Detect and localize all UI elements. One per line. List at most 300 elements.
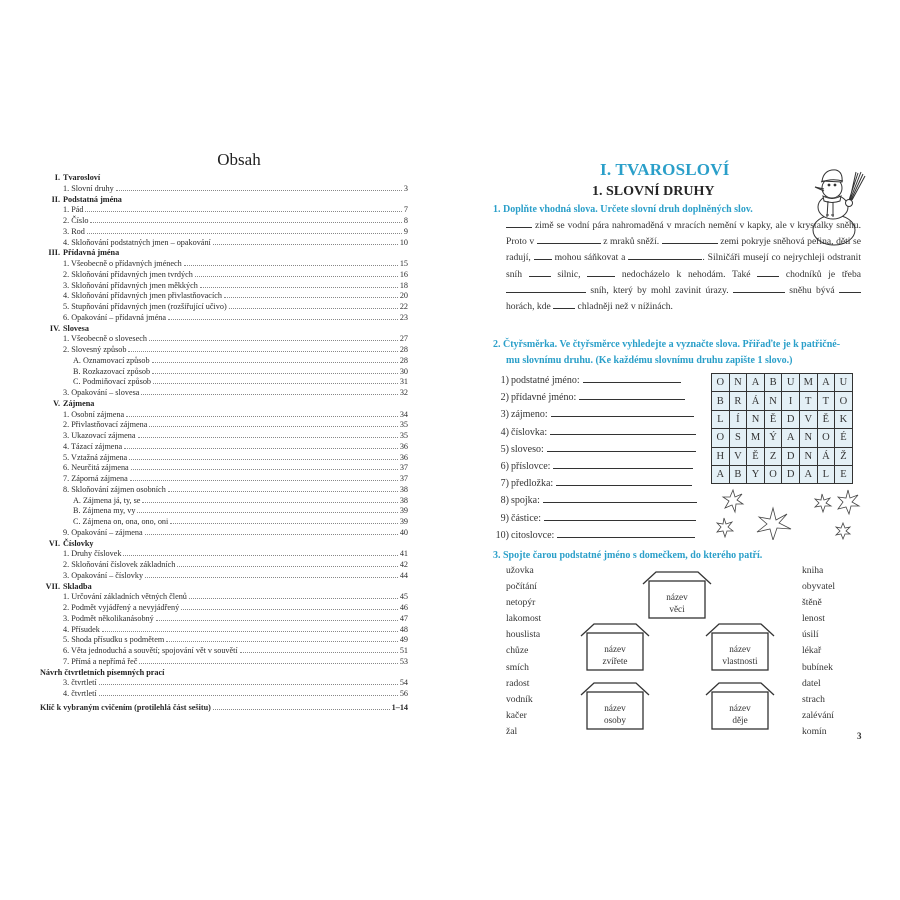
grid-cell[interactable]: Y [747,465,765,483]
answer-line[interactable] [543,502,697,503]
fill-in-blank[interactable] [839,283,861,293]
grid-cell[interactable]: O [712,429,730,447]
grid-cell[interactable]: O [817,429,835,447]
toc-entry[interactable] [40,549,408,560]
toc-section-heading [40,173,408,184]
grid-cell[interactable]: Á [817,447,835,465]
noun-word[interactable]: zalévání [802,709,834,721]
grid-cell[interactable]: O [835,392,853,410]
task2-heading-line2: mu slovnímu druhu. (Ke každému slovnímu druhu zapište 1 slovo.) [506,355,793,366]
grid-cell[interactable]: A [817,374,835,392]
toc-entry[interactable] [40,528,408,539]
part-of-speech-row [487,527,697,544]
toc-entry-label: 1. Určování základních větných členů [63,592,187,602]
house-label [705,643,775,667]
answer-line[interactable] [557,537,695,538]
toc-page-number: 36 [399,441,408,451]
toc-entry[interactable] [40,496,408,507]
answer-line[interactable] [553,468,693,469]
item-number: 10) [495,529,509,541]
toc-page-number: 22 [399,302,408,311]
toc-entry[interactable] [40,205,408,216]
toc-entry-label: 4. Přísudek [63,624,100,634]
grid-cell[interactable]: I [782,392,800,410]
noun-word[interactable]: chůze [506,645,529,657]
noun-word[interactable]: strach [802,693,825,705]
house-label-line1: název [604,644,626,654]
answer-line[interactable] [544,520,696,521]
grid-cell[interactable]: U [835,374,853,392]
toc-entry[interactable] [40,367,408,378]
toc-entry[interactable] [40,281,408,292]
toc-entry-label: 3. Ukazovací zájmena [63,431,136,440]
toc-leader-dots [149,426,397,427]
answer-line[interactable] [583,382,681,383]
toc-entry-label: 2. Skloňování číslovek základních [63,560,176,569]
part-of-speech-row [487,424,697,441]
part-of-speech-label: přídavné jméno: [511,392,577,404]
toc-entry[interactable] [40,431,408,442]
toc-leader-dots [102,631,398,632]
toc-page-number: 39 [399,517,408,526]
toc-page-number: 18 [399,280,408,290]
toc-leader-dots [124,448,398,449]
toc-leader-dots [130,480,398,481]
toc-entry[interactable] [40,453,408,464]
toc-entry[interactable] [40,635,408,646]
toc-leader-dots [142,502,397,503]
toc-section-title: Tvarosloví [63,173,101,182]
toc-section-title: Podstatná jména [63,194,122,204]
grid-cell[interactable]: V [799,410,817,428]
toc-section-number: III. [48,248,60,258]
toc-section-number: I. [54,173,60,182]
toc-leader-dots [152,373,398,374]
grid-cell[interactable]: D [782,447,800,465]
task1-paragraph [506,218,861,315]
house-label-line2: zvířete [602,656,628,666]
toc-page-number: 16 [399,269,408,279]
toc-entry[interactable] [40,689,408,700]
grid-cell[interactable]: T [817,392,835,410]
toc-leader-dots [138,437,398,438]
house-label-line1: název [666,592,688,602]
grid-cell[interactable]: A [747,374,765,392]
toc-entry-label: 7. Přímá a nepřímá řeč [63,656,138,666]
grid-cell[interactable]: R [729,392,747,410]
paragraph-text: chladněji než v nížinách. [575,301,673,313]
noun-word[interactable]: houslista [506,629,541,641]
noun-word[interactable]: počítání [506,581,537,593]
toc-entry[interactable] [40,184,408,195]
toc-page-number: 28 [399,355,408,365]
answer-line[interactable] [547,451,696,452]
toc-entry[interactable] [40,291,408,302]
house-deje[interactable] [705,678,775,734]
part-of-speech-row [487,372,697,389]
noun-word[interactable]: smích [506,661,529,673]
toc-page-number: 30 [399,366,408,376]
toc-leader-dots [137,512,397,513]
grid-cell[interactable]: B [712,392,730,410]
toc-entry[interactable] [40,420,408,431]
toc-section-heading [40,582,408,593]
noun-word[interactable]: netopýr [506,597,536,609]
toc-entry[interactable] [40,259,408,270]
toc-entry-label: 3. Skloňování přídavných jmen měkkých [63,280,198,290]
fill-in-blank[interactable] [628,250,702,260]
toc-entry[interactable] [40,463,408,474]
noun-word[interactable]: bubínek [802,661,833,673]
toc-entry-label: 2. Podmět vyjádřený a nevyjádřený [63,603,180,612]
toc-entry-label: 1. Druhy číslovek [63,549,122,559]
toc-leader-dots [213,709,390,710]
toc-section-title: Skladba [63,581,92,591]
part-of-speech-row [487,406,697,423]
toc-page-number: 39 [399,506,408,516]
toc-entry[interactable] [40,442,408,453]
toc-leader-dots [90,222,401,223]
part-of-speech-row [487,389,697,406]
fill-in-blank[interactable] [662,234,718,244]
toc-page-number: 3 [403,183,408,193]
left-word-list [506,563,541,740]
fill-in-blank[interactable] [506,218,532,228]
lesson-title: 1. SLOVNÍ DRUHY [592,184,715,199]
table-of-contents [40,150,408,714]
toc-leader-dots [181,609,398,610]
noun-word[interactable]: štěně [802,597,822,609]
toc-entry[interactable] [40,216,408,227]
toc-page-number: 1–14 [391,702,408,712]
item-number: 4) [500,426,509,438]
toc-entry[interactable] [40,625,408,636]
answer-line[interactable] [556,485,692,486]
toc-page-number: 37 [399,463,408,473]
part-of-speech-label: příslovce: [511,461,551,473]
toc-entry-label: 1. Všeobecně o slovesech [63,334,147,344]
toc-entry-label: 1. Osobní zájmena [63,409,125,419]
grid-cell[interactable]: Á [747,392,765,410]
grid-cell[interactable]: A [782,429,800,447]
toc-entry[interactable] [40,592,408,603]
toc-entry[interactable] [40,560,408,571]
toc-leader-dots [116,190,402,191]
toc-section-heading [40,195,408,206]
toc-entry-label: 8. Skloňování zájmen osobních [63,484,166,494]
toc-page-number: 49 [399,635,408,645]
toc-page-number: 51 [399,646,408,655]
paragraph-text: silnic, [550,268,588,280]
grid-cell[interactable]: D [782,465,800,483]
toc-page-number: 27 [399,334,408,344]
grid-cell[interactable]: V [729,447,747,465]
house-label-line1: název [604,703,626,713]
toc-entry[interactable] [40,678,408,689]
toc-page-number: 7 [403,205,408,215]
toc-section-title: Přídavná jména [63,248,120,258]
toc-page-number: 20 [399,291,408,301]
item-number: 3) [500,409,509,421]
toc-entry-label: 6. Opakování – přídavná jména [63,312,166,322]
grid-cell[interactable]: N [729,374,747,392]
toc-section-number: IV. [49,323,60,333]
noun-word[interactable]: radost [506,677,530,689]
grid-row [712,429,853,447]
toc-page-number: 53 [399,656,408,666]
grid-cell[interactable]: T [799,392,817,410]
house-label [580,643,650,667]
toc-section-title: Návrh čtvrtletních písemných prací [40,667,165,677]
grid-cell[interactable]: N [799,447,817,465]
toc-entry-label: B. Zájmena my, vy [73,506,136,516]
noun-word[interactable]: obyvatel [802,581,836,593]
toc-page-number: 38 [399,495,408,505]
toc-section-heading [40,668,408,679]
part-of-speech-row [487,510,697,527]
toc-page-number: 10 [399,237,408,247]
fill-in-blank[interactable] [553,299,575,309]
item-number: 2) [500,392,509,404]
grid-row [712,465,853,483]
toc-page-number: 9 [403,226,408,236]
grid-cell[interactable]: Í [729,410,747,428]
grid-cell[interactable]: A [712,465,730,483]
toc-answer-key-entry[interactable] [40,703,408,714]
noun-word[interactable]: komín [802,725,827,737]
toc-leader-dots [128,351,397,352]
toc-leader-dots [149,340,398,341]
house-label-line2: osoby [604,715,626,725]
grid-cell[interactable]: D [782,410,800,428]
house-label [580,702,650,726]
toc-entry[interactable] [40,506,408,517]
toc-entry-label: Klíč k vybraným cvičením (protilehlá část sešitu) [40,702,211,712]
toc-leader-dots [141,394,397,395]
grid-cell[interactable]: O [764,465,782,483]
toc-section-number: VI. [48,538,60,548]
fill-in-blank[interactable] [506,283,586,293]
toc-leader-dots [156,620,398,621]
answer-line[interactable] [551,416,694,417]
house-label [705,702,775,726]
toc-page-number: 38 [399,484,408,494]
toc-entry-label: C. Zájmena on, ona, ono, oni [73,517,169,526]
grid-row [712,392,853,410]
toc-entry[interactable] [40,238,408,249]
task2-heading-line1: 2. Čtyřsměrka. Ve čtyřsměrce vyhledejte a vyznačte slova. Přiřaďte je k patřičné- [493,339,841,350]
toc-page-number: 35 [399,420,408,430]
toc-page-number: 54 [399,678,408,688]
part-of-speech-label: sloveso: [511,443,544,455]
toc-entry-label: 2. Skloňování přídavných jmen tvrdých [63,269,193,279]
toc-page-number: 23 [399,312,408,322]
toc-entry[interactable] [40,356,408,367]
toc-entry[interactable] [40,313,408,324]
toc-entry-label: 1. Pád [63,205,84,215]
grid-cell[interactable]: N [764,392,782,410]
part-of-speech-row [487,441,697,458]
item-number: 5) [500,443,509,455]
toc-leader-dots [189,598,398,599]
stars-icon [713,486,868,540]
house-osoby[interactable] [580,678,650,734]
toc-page-number: 42 [399,560,408,569]
house-label-line2: děje [732,715,748,725]
noun-word[interactable]: lékař [802,645,822,657]
toc-entry[interactable] [40,334,408,345]
parts-of-speech-list [487,372,697,544]
grid-cell[interactable]: Ě [764,410,782,428]
grid-cell[interactable]: U [782,374,800,392]
noun-word[interactable]: kačer [506,709,527,721]
toc-entry[interactable] [40,377,408,388]
part-of-speech-label: spojka: [511,495,540,507]
toc-entry-label: A. Oznamovací způsob [73,355,150,365]
toc-section-heading [40,324,408,335]
toc-section-number: II. [51,194,60,204]
toc-entry-label: 2. Číslo [63,216,89,225]
noun-word[interactable]: kniha [802,565,824,576]
right-word-list [802,563,835,740]
grid-cell[interactable]: H [712,447,730,465]
chapter-title: I. TVAROSLOVÍ [600,160,730,179]
toc-section-title: Slovesa [63,323,89,333]
grid-cell[interactable]: N [747,410,765,428]
fill-in-blank[interactable] [537,234,601,244]
answer-line[interactable] [579,399,685,400]
grid-cell[interactable]: S [729,429,747,447]
house-zvirete[interactable] [580,619,650,675]
toc-leader-dots [87,233,402,234]
toc-page-number: 31 [399,377,408,387]
fill-in-blank[interactable] [587,267,615,277]
toc-entry[interactable] [40,517,408,528]
grid-row [712,410,853,428]
paragraph-text: mohou sáňkovat a [551,252,629,264]
toc-entry[interactable] [40,302,408,313]
grid-cell[interactable]: M [747,429,765,447]
grid-cell[interactable]: E [835,465,853,483]
house-vlastnosti[interactable] [705,619,775,675]
toc-leader-dots [131,469,398,470]
part-of-speech-label: předložka: [511,478,554,490]
toc-leader-dots [126,416,398,417]
toc-entry-label: 6. Věta jednoduchá a souvětí; spojování vět v souvětí [63,646,238,655]
toc-section-heading [40,399,408,410]
toc-entry[interactable] [40,410,408,421]
part-of-speech-row [487,492,697,509]
noun-word[interactable]: vodník [506,693,533,705]
toc-section-title: Číslovky [63,538,94,548]
toc-entry[interactable] [40,485,408,496]
house-veci[interactable] [642,567,712,623]
noun-word[interactable]: žal [506,725,518,737]
answer-line[interactable] [550,434,696,435]
grid-cell[interactable]: B [729,465,747,483]
toc-leader-dots [213,244,398,245]
toc-page-number: 46 [399,603,408,612]
toc-leader-dots [168,491,398,492]
task3-heading: 3. Spojte čarou podstatné jméno s domečkem, do kterého patří. [493,550,763,561]
paragraph-text: sníh, který by mohl zavinit úrazy. [586,284,733,296]
toc-page-number: 37 [399,474,408,483]
grid-cell[interactable]: K [835,410,853,428]
fill-in-blank[interactable] [529,267,551,277]
fill-in-blank[interactable] [757,267,779,277]
toc-leader-dots [195,276,398,277]
noun-word[interactable]: lakomost [506,613,542,625]
toc-entry[interactable] [40,614,408,625]
toc-entry-label: 3. Rod [63,226,85,236]
toc-entry[interactable] [40,270,408,281]
toc-leader-dots [85,211,401,212]
item-number: 1) [500,375,509,386]
grid-cell[interactable]: É [835,429,853,447]
fill-in-blank[interactable] [733,283,785,293]
task1-heading: 1. Doplňte vhodná slova. Určete slovní druh doplněných slov. [493,204,753,215]
grid-cell[interactable]: A [799,465,817,483]
toc-page-number: 40 [399,527,408,537]
grid-cell[interactable]: L [712,410,730,428]
toc-entry-label: 3. Opakování – číslovky [63,570,144,580]
toc-list [40,173,408,714]
grid-cell[interactable]: Ž [835,447,853,465]
toc-entry[interactable] [40,388,408,399]
toc-entry[interactable] [40,227,408,238]
paragraph-text: . Silničáři musejí co nejrychleji odstranit sníh [506,252,861,280]
toc-entry-label: 2. Přivlastňovací zájmena [63,420,148,430]
grid-cell[interactable]: Ě [817,410,835,428]
noun-word[interactable]: lenost [802,613,825,625]
grid-cell[interactable]: M [799,374,817,392]
toc-entry[interactable] [40,474,408,485]
grid-cell[interactable]: Ý [764,429,782,447]
toc-leader-dots [170,523,398,524]
grid-cell[interactable]: O [712,374,730,392]
toc-entry[interactable] [40,345,408,356]
page-number: 3 [857,731,862,741]
paragraph-text: horách, kde [506,301,554,313]
toc-title: Obsah [217,150,261,169]
toc-page-number: 34 [399,409,408,419]
toc-leader-dots [152,362,398,363]
toc-entry-label: 4. Tázací zájmena [63,441,123,451]
toc-entry[interactable] [40,603,408,614]
item-number: 6) [500,461,509,473]
grid-cell[interactable]: B [764,374,782,392]
toc-entry-label: 5. Shoda přísudku s podmětem [63,635,165,645]
toc-entry[interactable] [40,571,408,582]
toc-leader-dots [145,577,398,578]
grid-cell[interactable]: Z [764,447,782,465]
grid-cell[interactable]: Ě [747,447,765,465]
grid-cell[interactable]: N [799,429,817,447]
fill-in-blank[interactable] [534,250,552,260]
toc-leader-dots [224,297,398,298]
toc-leader-dots [145,534,398,535]
toc-entry[interactable] [40,657,408,668]
grid-cell[interactable]: L [817,465,835,483]
toc-leader-dots [99,684,398,685]
noun-word[interactable]: užovka [506,565,534,576]
toc-entry[interactable] [40,646,408,657]
toc-entry-label: 3. Opakování – slovesa [63,388,140,397]
toc-entry-label: 3. Podmět několikanásobný [63,613,154,623]
toc-entry-label: 1. Všeobecně o přídavných jménech [63,259,182,268]
noun-word[interactable]: úsilí [802,629,819,641]
noun-word[interactable]: datel [802,677,821,689]
